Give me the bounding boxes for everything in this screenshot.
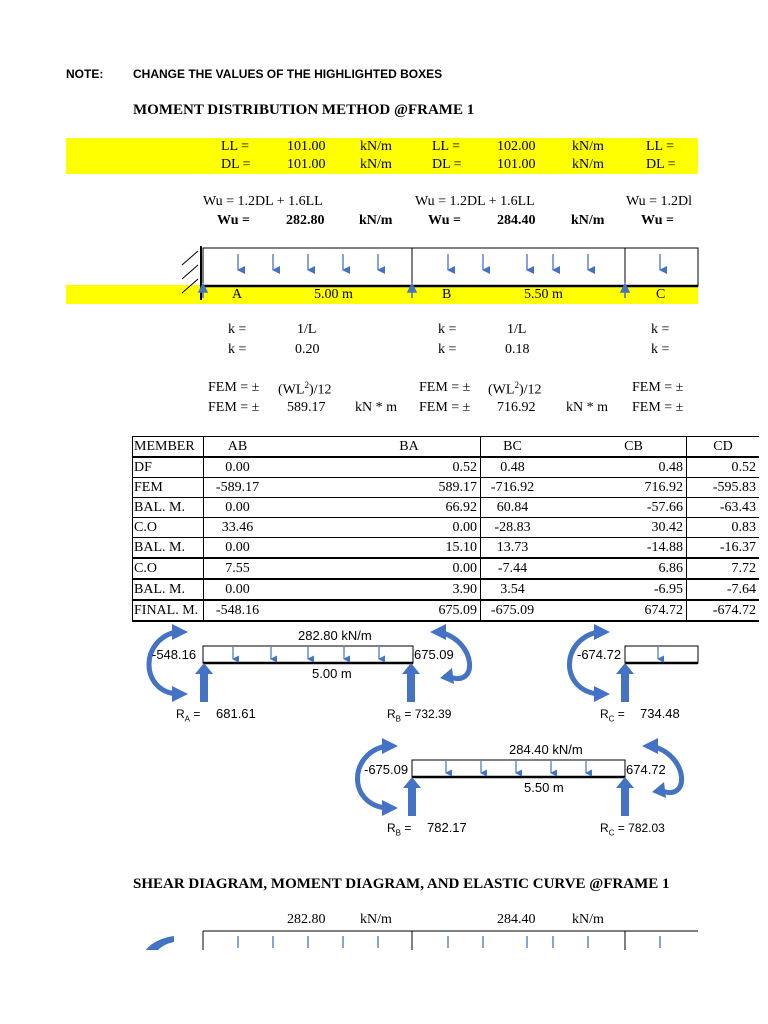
wu-formula-2: Wu = 1.2DL + 1.6LL bbox=[415, 194, 535, 209]
row-label: C.O bbox=[133, 518, 204, 538]
wu-value-2: 284.40 bbox=[497, 213, 536, 228]
table-cell: -675.09 bbox=[490, 603, 535, 618]
table-cell: 30.42 bbox=[544, 518, 687, 538]
fem-unit-1: kN * m bbox=[355, 400, 397, 415]
col-header: CB bbox=[544, 437, 687, 458]
table-cell: 15.10 bbox=[271, 538, 481, 559]
wu-label-2: Wu = bbox=[428, 213, 462, 228]
k-formula-1: 1/L bbox=[297, 322, 317, 337]
wu-unit-2: kN/m bbox=[571, 213, 605, 228]
fem-unit-2: kN * m bbox=[566, 400, 608, 415]
table-cell: 0.52 bbox=[271, 457, 481, 478]
row-label: FINAL. M. bbox=[133, 600, 204, 621]
k-label-2a: k = bbox=[438, 322, 457, 337]
k-value-2: 0.18 bbox=[505, 342, 530, 357]
table-cell: -16.37 bbox=[719, 540, 756, 555]
table-cell: 675.09 bbox=[271, 600, 481, 621]
col-header: MEMBER bbox=[133, 437, 204, 458]
row-label: DF bbox=[133, 457, 204, 478]
row-label: BAL. M. bbox=[133, 538, 204, 559]
table-cell: 589.17 bbox=[271, 478, 481, 498]
fbd2-moment-left: -675.09 bbox=[364, 762, 409, 777]
ll-label-3: LL = bbox=[646, 139, 674, 154]
table-cell: 0.00 bbox=[225, 540, 250, 555]
row-label: BAL. M. bbox=[133, 579, 204, 600]
col-header: CD bbox=[713, 439, 733, 454]
k-label-1a: k = bbox=[228, 322, 247, 337]
ll-value-1[interactable]: 101.00 bbox=[287, 139, 326, 154]
wu-label-3: Wu = bbox=[641, 213, 675, 228]
note-text: CHANGE THE VALUES OF THE HIGHLIGHTED BOXES bbox=[133, 67, 443, 81]
ll-unit-1: kN/m bbox=[360, 139, 392, 154]
dl-value-1[interactable]: 101.00 bbox=[287, 157, 326, 172]
fbd2-moment-right: 674.72 bbox=[626, 762, 666, 777]
table-cell: -63.43 bbox=[719, 500, 756, 515]
k-label-1b: k = bbox=[228, 342, 247, 357]
table-cell: 0.52 bbox=[731, 460, 756, 475]
table-cell: -28.83 bbox=[494, 520, 531, 535]
col-header: BA bbox=[271, 437, 481, 458]
fbd3-rc-value: 734.48 bbox=[640, 706, 680, 721]
ll-unit-2: kN/m bbox=[572, 139, 604, 154]
node-b-label: B bbox=[442, 287, 452, 302]
fbd3-rc-label: $R_C$ = bbox=[600, 707, 625, 724]
table-cell: -716.92 bbox=[490, 480, 535, 495]
table-cell: -7.44 bbox=[497, 561, 528, 576]
fbd2-length: 5.50 m bbox=[524, 780, 564, 795]
fbd2-rb-label: $R_B$ = bbox=[387, 821, 412, 838]
table-cell: -548.16 bbox=[215, 603, 260, 618]
table-cell: 0.48 bbox=[500, 460, 525, 475]
table-cell: 0.00 bbox=[225, 460, 250, 475]
table-cell: 3.54 bbox=[500, 582, 525, 597]
table-cell: 0.48 bbox=[544, 457, 687, 478]
section-title-mdm: MOMENT DISTRIBUTION METHOD @FRAME 1 bbox=[133, 102, 475, 118]
table-cell: 6.86 bbox=[544, 558, 687, 579]
fem-label-1a: FEM = ± bbox=[208, 380, 260, 395]
table-cell: 0.00 bbox=[225, 582, 250, 597]
table-cell: -674.72 bbox=[712, 603, 756, 618]
bottom-load-1: 282.80 bbox=[287, 912, 326, 927]
span2-length[interactable]: 5.50 m bbox=[524, 287, 563, 302]
ll-label-2: LL = bbox=[432, 139, 460, 154]
dl-unit-1: kN/m bbox=[360, 157, 392, 172]
fem-value-1: 589.17 bbox=[287, 400, 326, 415]
fem-formula-2: $(WL^2)/12$ bbox=[488, 380, 542, 398]
fbd3-moment-left: -674.72 bbox=[577, 647, 622, 662]
fbd2-load: 284.40 kN/m bbox=[509, 742, 583, 757]
dl-label-3: DL = bbox=[646, 157, 676, 172]
ll-label-1: LL = bbox=[221, 139, 249, 154]
row-label: FEM bbox=[133, 478, 204, 498]
k-label-2b: k = bbox=[438, 342, 457, 357]
table-cell: 0.00 bbox=[225, 500, 250, 515]
dl-value-2[interactable]: 101.00 bbox=[497, 157, 536, 172]
k-formula-2: 1/L bbox=[507, 322, 527, 337]
table-cell: -57.66 bbox=[544, 498, 687, 518]
fbd1-ra-label: $R_A$ = bbox=[176, 707, 201, 724]
bottom-unit-1: kN/m bbox=[360, 912, 392, 927]
table-cell: -7.64 bbox=[726, 582, 756, 597]
fbd2-rc-label: $R_C = 782.03$ bbox=[600, 821, 665, 838]
table-cell: 674.72 bbox=[544, 600, 687, 621]
fbd1-moment-right: 675.09 bbox=[414, 647, 454, 662]
table-cell: -14.88 bbox=[544, 538, 687, 559]
fbd1-length: 5.00 m bbox=[312, 666, 352, 681]
table-cell: 7.55 bbox=[225, 561, 250, 576]
node-a-label: A bbox=[232, 287, 243, 302]
dl-label-1: DL = bbox=[221, 157, 251, 172]
k-label-3a: k = bbox=[651, 322, 670, 337]
table-cell: 0.00 bbox=[271, 518, 481, 538]
wu-unit-1: kN/m bbox=[359, 213, 393, 228]
k-value-1: 0.20 bbox=[295, 342, 320, 357]
dl-label-2: DL = bbox=[432, 157, 462, 172]
table-cell: 33.46 bbox=[221, 520, 254, 535]
span1-length[interactable]: 5.00 m bbox=[314, 287, 353, 302]
table-cell: 60.84 bbox=[496, 500, 529, 515]
bottom-unit-2: kN/m bbox=[572, 912, 604, 927]
table-cell: 716.92 bbox=[544, 478, 687, 498]
table-cell: -595.83 bbox=[712, 480, 756, 495]
fem-label-1b: FEM = ± bbox=[208, 400, 260, 415]
fem-value-2: 716.92 bbox=[497, 400, 536, 415]
fbd1-load: 282.80 kN/m bbox=[298, 628, 372, 643]
fem-label-2b: FEM = ± bbox=[419, 400, 471, 415]
node-c-label: C bbox=[656, 287, 666, 302]
fbd1-ra-value: 681.61 bbox=[216, 706, 256, 721]
bottom-load-2: 284.40 bbox=[497, 912, 536, 927]
wu-formula-3: Wu = 1.2Dl bbox=[626, 194, 693, 209]
table-cell: -589.17 bbox=[215, 480, 260, 495]
dl-unit-2: kN/m bbox=[572, 157, 604, 172]
section-title-diagrams: SHEAR DIAGRAM, MOMENT DIAGRAM, AND ELASTIC CURVE @FRAME 1 bbox=[133, 876, 670, 892]
table-cell: 0.83 bbox=[731, 520, 756, 535]
fem-label-3b: FEM = ± bbox=[632, 400, 684, 415]
fbd1-rb-label: $R_B = 732.39$ bbox=[387, 707, 452, 724]
table-cell: 13.73 bbox=[496, 540, 529, 555]
note-label: NOTE: bbox=[66, 67, 104, 81]
wu-formula-1: Wu = 1.2DL + 1.6LL bbox=[203, 194, 323, 209]
wu-label-1: Wu = bbox=[217, 213, 251, 228]
fem-label-3a: FEM = ± bbox=[632, 380, 684, 395]
fbd1-moment-left: -548.16 bbox=[152, 647, 197, 662]
fem-formula-1: $(WL^2)/12$ bbox=[278, 380, 332, 398]
table-cell: 3.90 bbox=[271, 579, 481, 600]
table-cell: 0.00 bbox=[271, 558, 481, 579]
wu-value-1: 282.80 bbox=[286, 213, 325, 228]
fbd2-rb-value: 782.17 bbox=[427, 820, 467, 835]
col-header: BC bbox=[503, 439, 522, 454]
ll-value-2[interactable]: 102.00 bbox=[497, 139, 536, 154]
table-cell: -6.95 bbox=[544, 579, 687, 600]
row-label: C.O bbox=[133, 558, 204, 579]
table-cell: 66.92 bbox=[271, 498, 481, 518]
row-label: BAL. M. bbox=[133, 498, 204, 518]
col-header: AB bbox=[227, 439, 248, 454]
fem-label-2a: FEM = ± bbox=[419, 380, 471, 395]
k-label-3b: k = bbox=[651, 342, 670, 357]
table-cell: 7.72 bbox=[731, 561, 756, 576]
